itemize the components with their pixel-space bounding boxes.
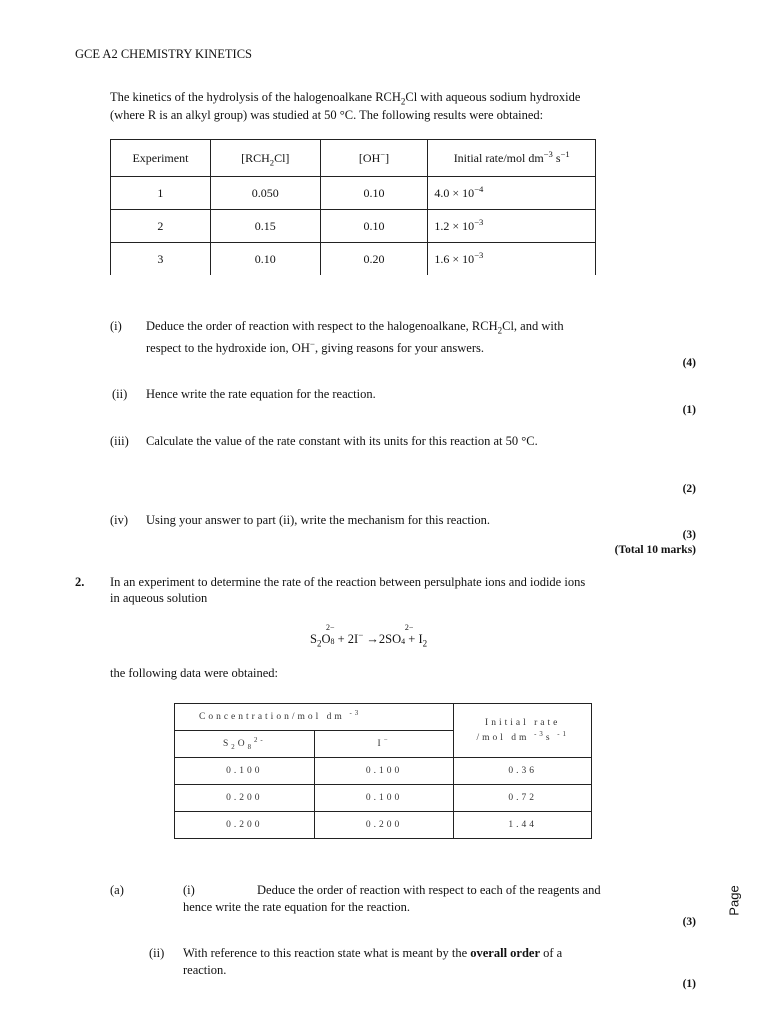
part-iii-marks: (2) xyxy=(682,483,696,495)
cell-rch2cl: 0.050 xyxy=(210,177,320,210)
table-row xyxy=(175,812,592,839)
cell-s2o8: 0.200 xyxy=(175,785,315,812)
part-iv-text: Using your answer to part (ii), write the mechanism for this reaction. xyxy=(146,513,491,527)
part-a-i-marks: (3) xyxy=(682,916,696,928)
cell-iodide: 0.200 xyxy=(314,812,454,839)
part-a-ii-marks: (1) xyxy=(682,978,696,990)
cell-rate: 0.36 xyxy=(454,758,592,785)
part-iv-marks: (3) xyxy=(682,529,696,541)
q1-intro-line2: (where R is an alkyl group) was studied at 50 °C. The following results were obtained: xyxy=(110,108,544,122)
page-label: Page xyxy=(726,884,742,916)
cell-rch2cl: 0.15 xyxy=(210,210,320,243)
header-oh: [OH−] xyxy=(320,140,428,177)
cell-rate: 0.72 xyxy=(454,785,592,812)
cell-experiment: 1 xyxy=(111,177,211,210)
cell-oh: 0.20 xyxy=(320,243,428,276)
table-row xyxy=(111,243,596,276)
cell-rate: 1.44 xyxy=(454,812,592,839)
cell-rate: $4.0 \times 10^{-4}$ xyxy=(428,177,596,210)
q2-intro-line2: in aqueous solution xyxy=(110,591,208,605)
part-ii-marks: (1) xyxy=(682,404,696,416)
part-i-marks: (4) xyxy=(682,357,696,369)
cell-rate: $1.2 \times 10^{-3}$ xyxy=(428,210,596,243)
table-row xyxy=(175,758,592,785)
table-row xyxy=(111,177,596,210)
part-iii-text: Calculate the value of the rate constant with its units for this reaction at 50 °C. xyxy=(146,434,538,448)
arrow-icon: → xyxy=(363,632,379,646)
q2-data-table xyxy=(174,703,592,839)
part-i-number: (i) xyxy=(110,319,122,333)
part-a-ii-line2: reaction. xyxy=(183,963,227,977)
part-a-i-line1: Deduce the order of reaction with respect to each of the reagents and xyxy=(257,883,601,897)
cell-rch2cl: 0.10 xyxy=(210,243,320,276)
header-experiment: Experiment xyxy=(111,140,211,177)
cell-iodide: 0.100 xyxy=(314,785,454,812)
header-rch2cl: $[RCH_2Cl]$ xyxy=(210,140,320,177)
table-row xyxy=(111,210,596,243)
part-i-line2: respect to the hydroxide ion, OH−, giving reasons for your answers. xyxy=(146,338,484,355)
q2-following-text: the following data were obtained: xyxy=(110,666,278,680)
part-a-ii-line1: With reference to this reaction state what is meant by the overall order of a xyxy=(183,946,563,960)
part-a-i-number: (i) xyxy=(183,883,195,897)
cell-oh: 0.10 xyxy=(320,177,428,210)
table-row xyxy=(175,785,592,812)
header-concentration: Concentration/mol dm $^{-3}$ xyxy=(175,704,454,731)
reaction-equation: $S_2O8$ 2− + 2I− →2SO4 2− + $I_2$ xyxy=(310,623,428,649)
part-a-label: (a) xyxy=(110,883,124,897)
header-s2o8: $S_2O_8^{2-}$ xyxy=(175,731,315,758)
q2-intro-line1: In an experiment to determine the rate of the reaction between persulphate ions and iodide ions xyxy=(110,575,586,589)
part-iv-number: (iv) xyxy=(110,513,129,527)
q2-number: 2. xyxy=(75,575,85,589)
persulphate-ion: $S_2O8$ 2− xyxy=(310,623,335,649)
q1-results-table xyxy=(110,139,596,275)
cell-oh: 0.10 xyxy=(320,210,428,243)
cell-experiment: 2 xyxy=(111,210,211,243)
header-iodide: I− xyxy=(314,731,454,758)
table-header-row xyxy=(111,140,596,177)
cell-s2o8: 0.200 xyxy=(175,812,315,839)
part-a-i-line2: hence write the rate equation for the reaction. xyxy=(183,900,410,914)
q1-total-marks: (Total 10 marks) xyxy=(614,544,696,556)
part-a-ii-number: (ii) xyxy=(149,946,165,960)
part-iii-number: (iii) xyxy=(110,434,129,448)
cell-rate: $1.6 \times 10^{-3}$ xyxy=(428,243,596,276)
part-i-line1: Deduce the order of reaction with respect to the halogenoalkane, $RCH_2Cl$, and with xyxy=(146,319,564,336)
sulphate-ion: 2SO4 2− xyxy=(378,623,414,646)
cell-iodide: 0.100 xyxy=(314,758,454,785)
page-header: GCE A2 CHEMISTRY KINETICS xyxy=(75,47,252,61)
header-initial-rate: Initial rate /mol dm $^{-3}$s $^{-1}$ xyxy=(454,704,592,758)
part-ii-text: Hence write the rate equation for the reaction. xyxy=(146,387,376,401)
cell-s2o8: 0.100 xyxy=(175,758,315,785)
table-header-row xyxy=(175,704,592,731)
q1-intro-line1: The kinetics of the hydrolysis of the halogenoalkane $RCH_2Cl$ with aqueous sodium hydroxide xyxy=(110,90,581,107)
part-ii-number: (ii) xyxy=(112,387,128,401)
cell-experiment: 3 xyxy=(111,243,211,276)
header-initial-rate: Initial rate/mol $dm^{-3}$ $s^{-1}$ xyxy=(428,140,596,177)
